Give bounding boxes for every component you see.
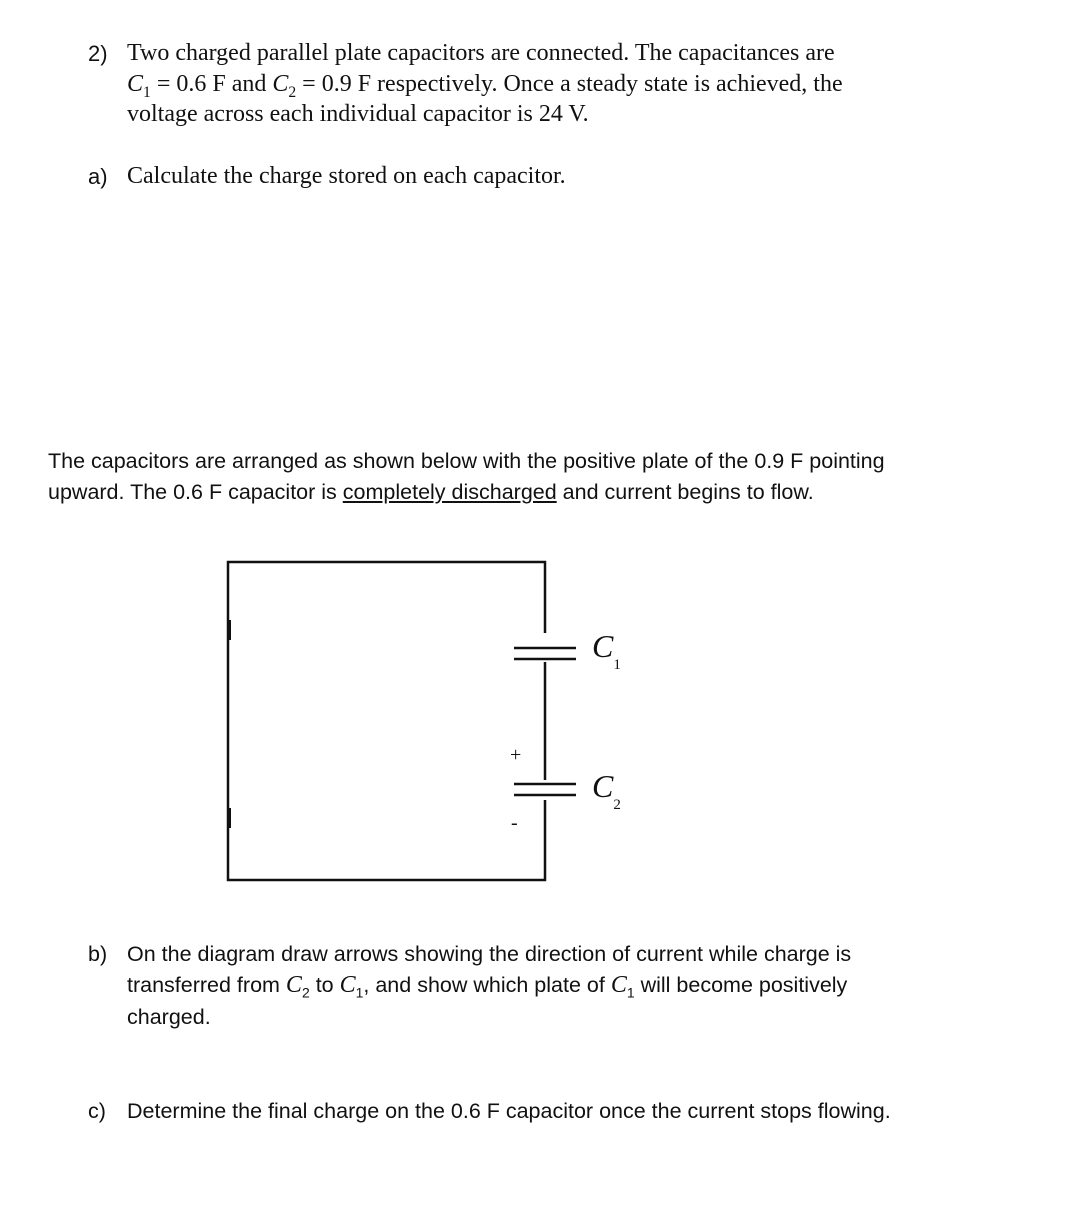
part-b-text-c: , and show which plate of <box>363 973 611 997</box>
arrangement-line-1: The capacitors are arranged as shown below with the positive plate of the 0.9 F pointing <box>48 449 885 473</box>
c2-minus-sign: - <box>511 812 518 834</box>
c1-value: = 0.6 F and <box>150 71 273 97</box>
part-b-c1-symbol: C <box>339 972 356 998</box>
c1-label-sub: 1 <box>613 657 621 673</box>
part-b-text-d: will become positively <box>634 973 848 997</box>
c2-subscript: 2 <box>288 83 297 101</box>
part-b-c2-sub: 2 <box>301 984 310 1001</box>
c2-symbol: C <box>272 71 289 97</box>
question-text-line-3: voltage across each individual capacitor is 24 V. <box>127 101 589 127</box>
question-text-line-1: Two charged parallel plate capacitors are connected. The capacitances are <box>127 40 835 66</box>
arrangement-line-2-start: upward. The 0.6 F capacitor is <box>48 480 343 504</box>
part-c-text: Determine the final charge on the 0.6 F capacitor once the current stops flowing. <box>127 1099 891 1123</box>
part-b-c2-symbol: C <box>285 972 302 998</box>
c2-plus-sign: + <box>510 744 522 766</box>
underlined-phrase: completely discharged <box>342 480 557 504</box>
part-b-line-2 <box>127 970 847 1007</box>
c1-symbol: C <box>127 71 144 97</box>
circuit-wire-loop <box>228 562 545 880</box>
question-number: 2) <box>88 41 108 66</box>
c2-value: = 0.9 F respectively. Once a steady state is achieved, the <box>296 71 843 97</box>
part-c-label: c) <box>88 1099 106 1123</box>
part-b-c1b-sub: 1 <box>626 984 635 1001</box>
arrangement-line-2-end: and current begins to flow. <box>556 480 814 504</box>
c1-label-letter: C <box>592 628 614 664</box>
c1-diagram-label <box>592 628 621 673</box>
part-b-c1-sub: 1 <box>355 984 364 1001</box>
part-a-text: Calculate the charge stored on each capacitor. <box>127 163 566 189</box>
c2-label-sub: 2 <box>613 797 621 813</box>
part-a-label: a) <box>88 164 108 189</box>
part-b-c1b-symbol: C <box>610 972 627 998</box>
part-b-line-3: charged. <box>127 1005 211 1029</box>
part-b-line-1: On the diagram draw arrows showing the direction of current while charge is <box>127 942 852 966</box>
part-b-label: b) <box>88 942 108 966</box>
c2-diagram-label <box>592 768 621 813</box>
part-b-text-b: to <box>309 973 340 997</box>
c2-label-letter: C <box>592 768 614 804</box>
c1-subscript: 1 <box>143 83 151 101</box>
part-b-text-a: transferred from <box>127 973 286 997</box>
